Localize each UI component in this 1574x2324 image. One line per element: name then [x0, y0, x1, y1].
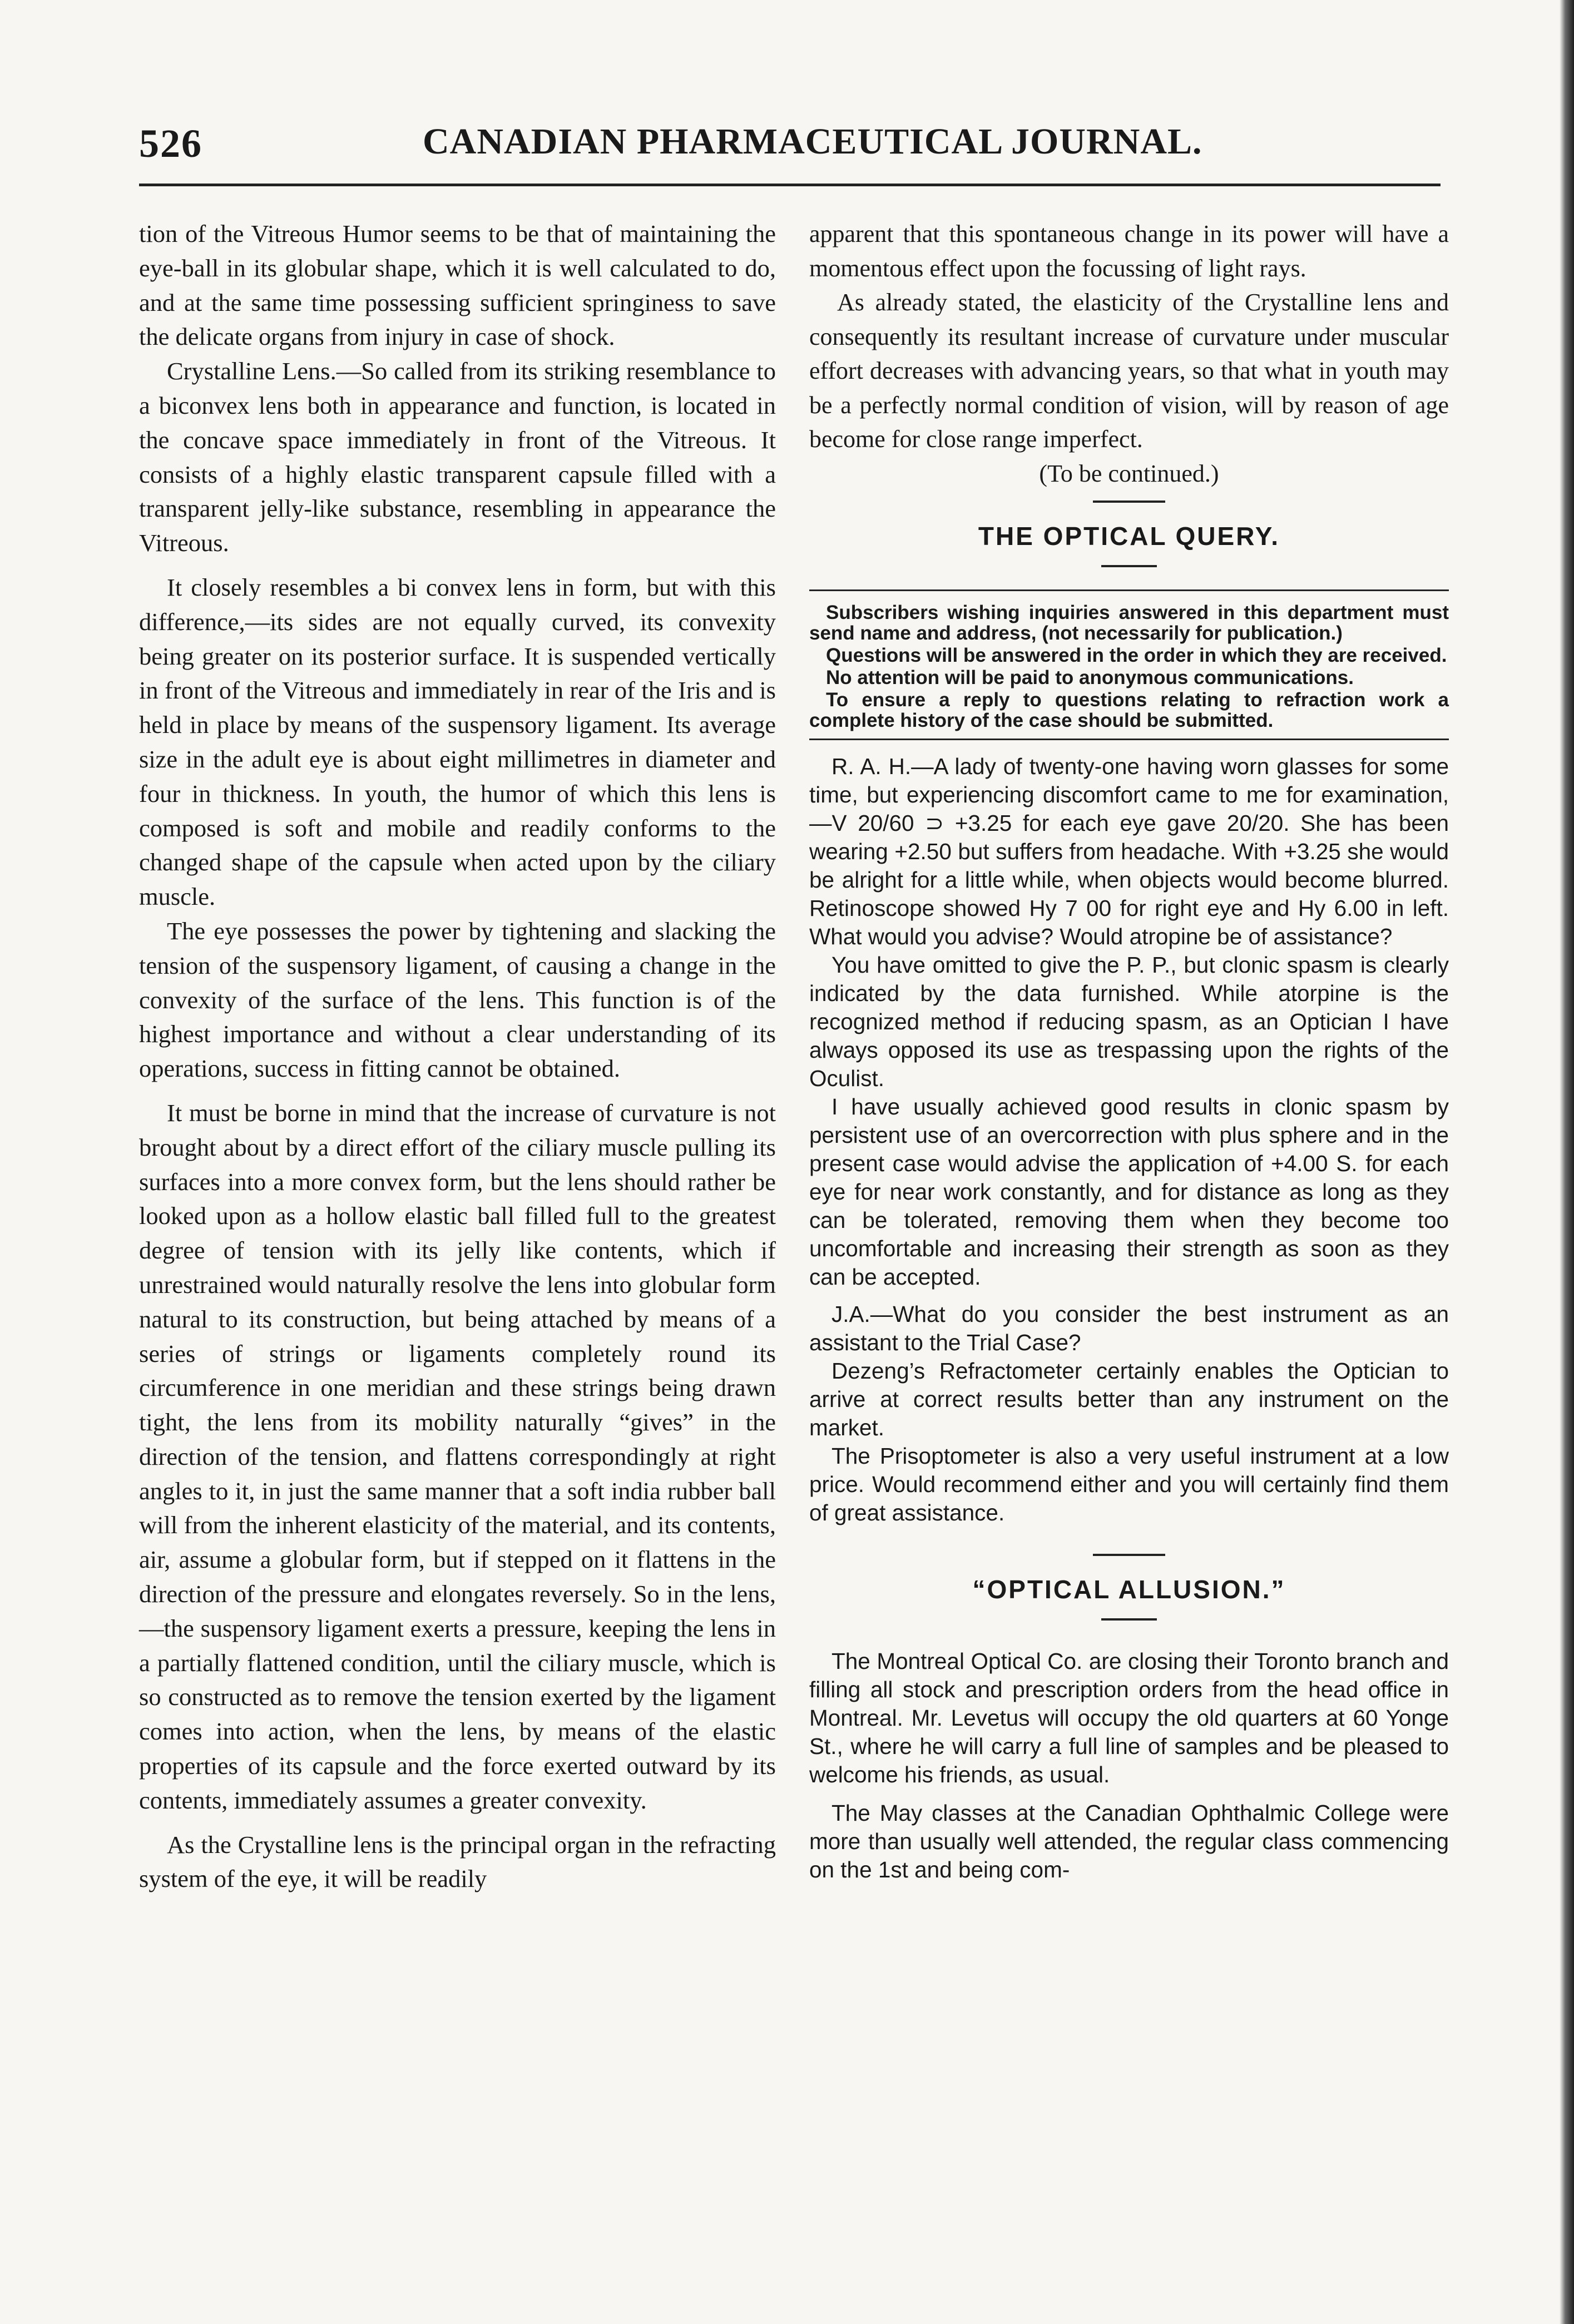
notice-line: To ensure a reply to questions relating to refraction work a complete history of the case should be submitted.: [809, 689, 1449, 731]
body-paragraph: The May classes at the Canadian Ophthalmic College were more than usually well attended, the regular class commencing on the 1st and being com-: [809, 1800, 1449, 1882]
query-answers: [809, 752, 1449, 1527]
query-notice: [809, 602, 1449, 731]
body-paragraph: As the Crystalline lens is the principal organ in the refracting system of the eye, it will be readily: [139, 1830, 776, 1893]
section-divider: [1101, 1618, 1157, 1621]
body-paragraph: The eye possesses the power by tightening and slacking the tension of the suspensory ligament, of causing a change in the convexity of the surface of the lens. This function is of the highest importance and without a clear understanding of its operations, success in fitting cannot be obtained.: [139, 916, 776, 1083]
body-paragraph: Crystalline Lens.—So called from its striking resemblance to a biconvex lens both in appearance and function, is located in the concave space immediately in front of the Vitreous. It consists of a highly elastic transparent capsule filled with a transparent jelly-like substance, resembling in appearance the Vitreous.: [139, 357, 776, 557]
notice-rule-bottom: [809, 739, 1449, 740]
notice-line: No attention will be paid to anonymous communications.: [826, 667, 1354, 688]
body-paragraph: It closely resembles a bi convex lens in form, but with this difference,—its sides are not equally curved, its convexity being greater on its posterior surface. It is suspended vertically in front of the Vitreous and immediately in rear of the Iris and is held in place by means of the suspensory ligament. Its average size in the adult eye is about eight millimetres in diameter and four in thickness. In youth, the humor of which this lens is composed is soft and mobile and readily conforms to the changed shape of the capsule when acted upon by the ciliary muscle.: [139, 573, 776, 911]
answer-paragraph: You have omitted to give the P. P., but clonic spasm is clearly indicated by the data furnished. While atorpine is the recognized method if reducing spasm, as an Optician I have always opposed its use as trespassing upon the rights of the Oculist.: [809, 952, 1449, 1091]
optical-allusion-heading: “OPTICAL ALLUSION.”: [972, 1575, 1286, 1604]
optical-query-heading: THE OPTICAL QUERY.: [978, 522, 1280, 551]
running-header: [139, 114, 1441, 181]
body-paragraph: apparent that this spontaneous change in its power will have a momentous effect upon the focussing of light rays.: [809, 220, 1449, 282]
query-paragraph: R. A. H.—A lady of twenty-one having worn glasses for some time, but experiencing discomfort came to me for examination,—V 20/60 ⊃ +3.25 for each eye gave 20/20. She has been wearing +2.50 but suffers from headache. With +3.25 she would be alright for a little while, when objects would become blurred. Retinoscope showed Hy 7 00 for right eye and Hy 6.00 in left. What would you advise? Would atropine be of assistance?: [809, 754, 1449, 949]
answer-paragraph: Dezeng’s Refractometer certainly enables the Optician to arrive at correct results better than any instrument on the market.: [809, 1358, 1449, 1440]
body-paragraph: It must be borne in mind that the increase of curvature is not brought about by a direct effort of the ciliary muscle pulling its surfaces into a more convex form, but the lens should rather be looked upon as a hollow elastic ball filled full to the greatest degree of tension with its jelly like contents, which if unrestrained would naturally resolve the lens into globular form natural to its construction, but being attached by means of a series of strings or ligaments completely round its circumference in one meridian and these strings being drawn tight, the lens from its mobility naturally “gives” in the direction of the tension, and flattens correspondingly at right angles to it, in just the same manner that a soft india rubber ball will from the inherent elasticity of the material, and its contents, air, assume a globular form, but if stepped on it flattens in the direction of the pressure and elongates reversely. So in the lens,—the suspensory ligament exerts a pressure, keeping the lens in a partially flattened condition, until the ciliary muscle, which is so constructed as to remove the tension exerted by the ligament comes into action, when the lens, by means of the elastic properties of its capsule and the force exerted outward by its contents, immediately assumes a greater convexity.: [139, 1098, 776, 1814]
to-be-continued-note: (To be continued.): [1039, 459, 1219, 487]
header-rule: [139, 184, 1441, 186]
left-column: [139, 217, 776, 1896]
query-paragraph: J.A.—What do you consider the best instrument as an assistant to the Trial Case?: [809, 1301, 1449, 1355]
body-paragraph: tion of the Vitreous Humor seems to be that of maintaining the eye-ball in its globular shape, which it is well calculated to do, and at the same time possessing sufficient springiness to save the delicate organs from injury in case of shock.: [139, 220, 776, 351]
section-divider: [1101, 565, 1157, 567]
section-divider: [1093, 1554, 1165, 1556]
notice-line: Subscribers wishing inquiries answered in this department must send name and address, (not necessarily for publication.): [809, 602, 1449, 644]
answer-paragraph: I have usually achieved good results in clonic spasm by persistent use of an overcorrection with plus sphere and in the present case would advise the application of +4.00 S. for each eye for near work constantly, and for distance as long as they can be tolerated, removing them when they become too uncomfortable and increasing their strength as soon as they can be accepted.: [809, 1094, 1449, 1290]
page-binding-edge: [1560, 0, 1574, 2324]
right-column: [809, 217, 1449, 1884]
answer-paragraph: The Prisoptometer is also a very useful instrument at a low price. Would recommend either and you will certainly find them of great assistance.: [809, 1443, 1449, 1525]
notice-line: Questions will be answered in the order in which they are received.: [826, 645, 1447, 666]
notice-rule-top: [809, 589, 1449, 591]
optical-allusion-body: [809, 1647, 1449, 1884]
page-number: 526: [139, 121, 202, 166]
section-divider: [1093, 501, 1165, 503]
journal-title: CANADIAN PHARMACEUTICAL JOURNAL.: [423, 121, 1202, 162]
body-paragraph: The Montreal Optical Co. are closing their Toronto branch and filling all stock and prescription orders from the head office in Montreal. Mr. Levetus will occupy the old quarters at 60 Yonge St., where he will carry a full line of samples and be pleased to welcome his friends, as usual.: [809, 1648, 1449, 1787]
body-paragraph: As already stated, the elasticity of the Crystalline lens and consequently its resultant increase of curvature under muscular effort decreases with advancing years, so that what in youth may be a perfectly normal condition of vision, will by reason of age become for close range imperfect.: [809, 289, 1449, 453]
